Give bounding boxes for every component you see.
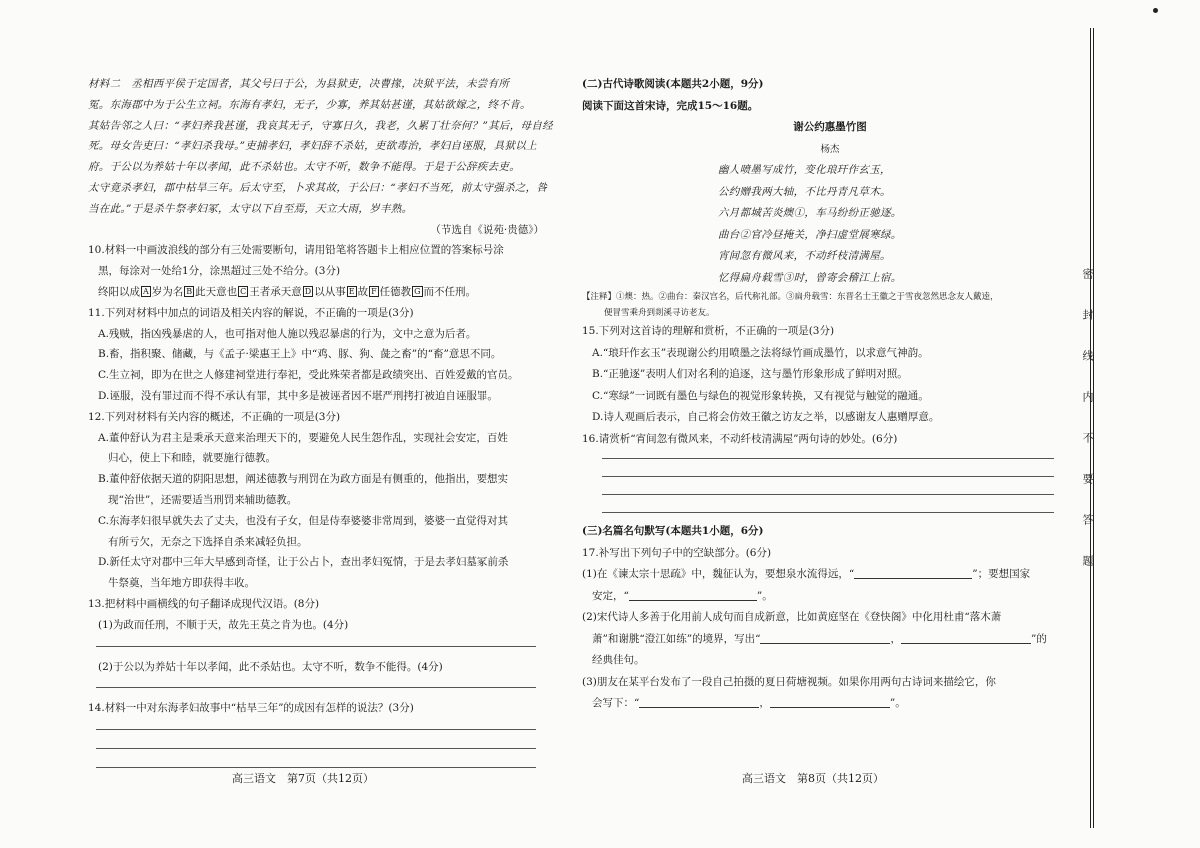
material-line: 冤。东海郡中为于公生立祠。东海有孝妇，无子，少寡，养其姑甚谨，其姑欲嫁之，终不肯。	[88, 98, 531, 111]
right-column	[582, 74, 1078, 715]
answer-line[interactable]	[96, 748, 536, 749]
poem-line: 忆得扁舟载雪③时，曾寄会稽江上宿。	[718, 271, 902, 284]
q17-item-3: (3)朋友在某平台发布了一段自己拍摄的夏日荷塘视频。如果你用两句古诗词来描绘它，你	[582, 675, 996, 688]
binding-text: 密封线内不要答题	[1081, 268, 1094, 596]
page-footer-left: 高三语文 第7页（共12页）	[232, 772, 374, 785]
material-line: 死。母女告吏曰：“孝妇杀我母。”吏捕孝妇，孝妇辞不杀姑，吏欲毒治，孝妇自诬服，具狱以上	[88, 140, 537, 153]
q11-option: C.生立祠，即为在世之人修建祠堂进行奉祀，受此殊荣者都是政绩突出、百姓爱戴的官员。	[98, 369, 519, 382]
material-line: 材料二 丞相西平侯于定国者，其父号曰于公，为县狱吏，决曹掾，决狱平法，未尝有所	[88, 78, 510, 90]
q12-stem: 12.下列对材料有关内容的概述，不正确的一项是(3分)	[88, 410, 341, 423]
fill-blank[interactable]	[854, 566, 972, 579]
answer-line[interactable]	[602, 476, 1054, 477]
q17-item-1-cont: 安定，“ ”。	[592, 589, 773, 602]
answer-line[interactable]	[96, 729, 536, 730]
poem-notes: 【注释】①燠：热。②曲台：秦汉宫名，后代称礼部。③扁舟载雪：东晋名士王徽之于雪夜忽然思念友人戴逵，	[582, 292, 999, 302]
q13-sentence-1: (1)为政而任刑，不顺于天，故先王莫之肯为也。(4分)	[98, 618, 349, 631]
q14-stem: 14.材料一中对东海孝妇故事中“枯旱三年”的成因有怎样的说法？(3分)	[88, 702, 414, 715]
fill-blank[interactable]	[629, 588, 757, 601]
poem-line: 宵间忽有微风来，不动纤枝清满屋。	[718, 250, 891, 262]
q12-option: D.新任太守对郡中三年大旱感到奇怪，让于公占卜，查出孝妇冤情，于是去孝妇墓冢前杀	[98, 556, 509, 569]
q16-stem: 16.请赏析“宵间忽有微风来，不动纤枝清满屋”两句诗的妙处。(6分)	[582, 432, 898, 445]
material-line: 当在此。”于是杀牛祭孝妇冢，太守以下自至焉，天立大雨，岁丰熟。	[88, 202, 413, 215]
answer-line[interactable]	[96, 646, 536, 647]
source-note: （节选自《说苑·贵德》）	[430, 223, 544, 236]
material-line: 府。于公以为养姑十年以孝闻，此不杀姑也。太守不听，数争不能得。于是于公辞疾去吏。	[88, 161, 520, 174]
section-heading: (三)名篇名句默写(本题共1小题，6分)	[582, 525, 764, 537]
break-mark: D	[304, 286, 312, 296]
q10-stem: 10.材料一中画波浪线的部分有三处需要断句，请用铅笔将答题卡上相应位置的答案标号涂	[88, 244, 504, 257]
q17-item-1: (1)在《谏太宗十思疏》中，魏征认为，要想泉水流得远，“ ”；要想国家	[582, 568, 1031, 580]
break-mark: A	[143, 286, 149, 296]
q11-stem: 11.下列对材料中加点的词语及相关内容的解说，不正确的一项是(3分)	[88, 306, 414, 319]
scan-dot	[1153, 8, 1158, 13]
fill-blank[interactable]	[639, 695, 759, 708]
q11-option: A.残贼，指凶残暴虐的人，也可指对他人施以残忍暴虐的行为，文中之意为后者。	[98, 327, 477, 340]
fill-blank[interactable]	[760, 631, 890, 644]
q17-item-2: (2)宋代诗人多善于化用前人成句而自成新意，比如黄庭坚在《登快阁》中化用杜甫“落木萧	[582, 611, 1002, 623]
fill-blank[interactable]	[901, 631, 1031, 644]
q15-option: C.“寒绿”一词既有墨色与绿色的视觉形象转换，又有视觉与触觉的融通。	[592, 389, 929, 402]
answer-line[interactable]	[602, 458, 1054, 459]
break-mark: G	[414, 286, 421, 296]
left-column	[88, 74, 558, 768]
q12-option-cont: 现“治世”，还需要适当刑罚来辅助德教。	[108, 493, 298, 506]
poem-line: 曲台②官冷昼掩关，净扫虚堂展寒绿。	[718, 228, 902, 241]
q15-stem: 15.下列对这首诗的理解和赏析，不正确的一项是(3分)	[582, 325, 835, 337]
q11-option: D.诬服，没有罪过而不得不承认有罪，其中多是被诬者因不堪严刑拷打被迫自诬服罪。	[98, 389, 498, 402]
q12-option: C.东海孝妇很早就失去了丈夫，也没有子女，但是侍奉婆婆非常周到，婆婆一直觉得对其	[98, 514, 508, 527]
q17-item-3-cont: 会写下：“ ， ”。	[592, 697, 906, 709]
break-mark: B	[186, 286, 193, 296]
q17-stem: 17.补写出下列句子中的空缺部分。(6分)	[582, 546, 772, 559]
poem-author: 杨杰	[820, 143, 840, 155]
break-mark: F	[371, 286, 377, 296]
instruction: 阅读下面这首宋诗，完成15～16题。	[582, 99, 759, 112]
break-mark: C	[240, 286, 247, 296]
poem-title: 谢公约惠墨竹图	[793, 121, 867, 133]
material-line: 太守竟杀孝妇，郡中枯旱三年。后太守至，卜求其故，于公曰：“孝妇不当死，前太守强杀之，咎	[88, 181, 548, 194]
poem-line: 公约赠我两大轴，不比丹青凡草木。	[718, 185, 891, 198]
q17-item-2-end: 经典佳句。	[592, 654, 645, 666]
answer-line[interactable]	[96, 687, 536, 688]
page-footer-right: 高三语文 第8页（共12页）	[742, 772, 884, 785]
q17-item-2-cont: 萧”和谢朓“澄江如练”的境界，写出“ ， ”的	[592, 632, 1047, 645]
q12-option-cont: 有所亏欠，无奈之下选择自杀来减轻负担。	[108, 535, 308, 548]
q12-option: A.董仲舒认为君主是秉承天意来治理天下的，要避免人民生怨作乱，实现社会安定，百姓	[98, 431, 508, 444]
section-heading: (二)古代诗歌阅读(本题共2小题，9分)	[582, 78, 764, 90]
break-mark: E	[348, 286, 355, 296]
poem-line: 幽人喷墨写成竹，变化琅玕作玄玉，	[718, 164, 891, 176]
q15-option: B.“正驰逐”表明人们对名利的追逐，这与墨竹形象形成了鲜明对照。	[592, 368, 908, 380]
q13-sentence-2: (2)于公以为养姑十年以孝闻，此不杀姑也。太守不听，数争不能得。(4分)	[98, 660, 443, 673]
q15-option: A.“琅玕作玄玉”表现谢公约用喷墨之法将绿竹画成墨竹，以求意气神韵。	[592, 346, 929, 359]
poem-notes-cont: 便冒雪乘舟到剡溪寻访老友。	[604, 308, 715, 318]
q12-option-cont: 归心，使上下和睦，就要施行德教。	[108, 452, 276, 465]
q15-option: D.诗人观画后表示，自己将会仿效王徽之访友之举，以感谢友人惠赠厚意。	[592, 411, 940, 423]
material-line: 其姑告邻之人曰：“孝妇养我甚谨，我哀其无子，守寡日久，我老，久累丁壮奈何？”其后，母自经	[88, 119, 553, 132]
q10-stem-cont: 黑，每涂对一处给1分，涂黑超过三处不给分。(3分)	[98, 265, 341, 278]
answer-line[interactable]	[96, 767, 536, 768]
q13-stem: 13.把材料中画横线的句子翻译成现代汉语。(8分)	[88, 597, 320, 610]
poem-line: 六月都城苦炎燠①，车马纷纷正驰逐。	[718, 207, 902, 219]
binding-strip	[1081, 28, 1112, 828]
q10-sentence: 终阳以成 A 岁为名 B 此天意也 C 王者承天意 D 以从事 E 故 F 任德教 G 而不任刑。	[98, 285, 477, 298]
fill-blank[interactable]	[770, 695, 890, 708]
answer-line[interactable]	[602, 494, 1054, 495]
q11-option: B.畜，指积聚、储藏，与《孟子·梁惠王上》中“鸡、豚、狗、彘之畜”的“畜”意思不同。	[98, 348, 502, 361]
answer-line[interactable]	[602, 512, 1054, 513]
q12-option-cont: 牛祭奠，当年地方即获得丰收。	[108, 577, 255, 590]
q12-option: B.董仲舒依据天道的阴阳思想，阐述德教与刑罚在为政方面是有侧重的，他指出，要想实	[98, 473, 509, 486]
